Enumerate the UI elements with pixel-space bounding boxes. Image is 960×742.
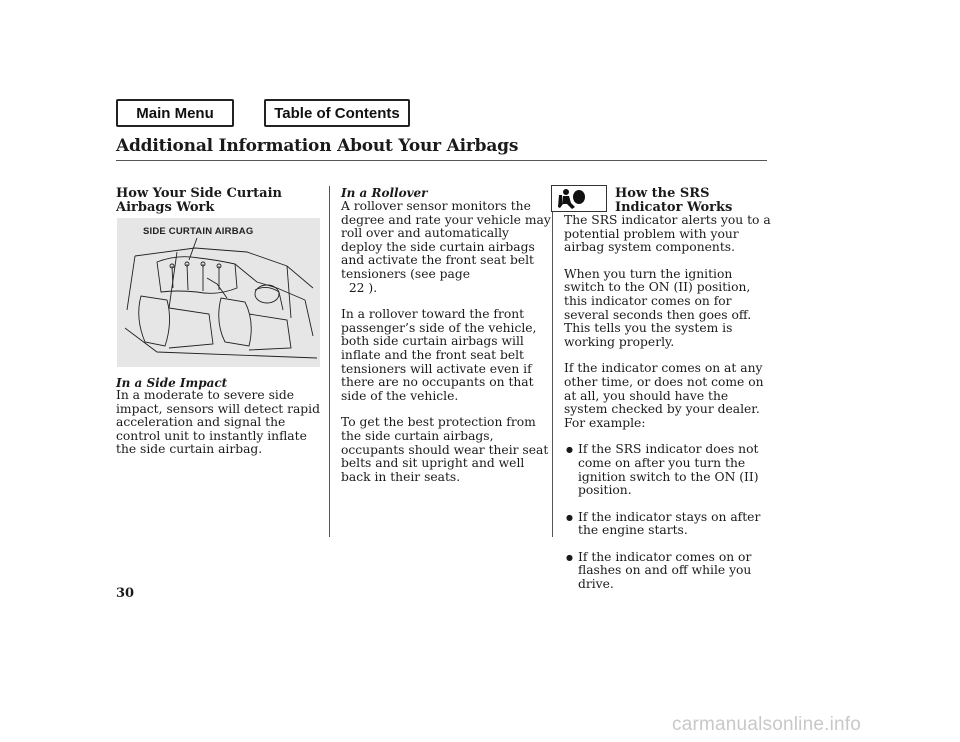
list-item: ● If the SRS indicator does not come on after you turn the ignition switch to the ON (II) position. [564, 443, 774, 497]
srs-indicator-text [564, 214, 774, 592]
srs-paragraph-2: When you turn the ignition switch to the ON (II) position, this indicator comes on for several seconds then goes off. This tells you the system is working properly. [564, 266, 752, 349]
page-reference-link[interactable]: 22 [348, 280, 365, 295]
illustration-label: SIDE CURTAIN AIRBAG [143, 226, 254, 237]
rollover-paragraph-1 [341, 200, 551, 295]
table-of-contents-button[interactable]: Table of Contents [264, 99, 410, 127]
side-impact-subheading: In a Side Impact [116, 376, 228, 390]
rollover-text [341, 200, 551, 484]
watermark: carmanualsonline.info [672, 714, 862, 735]
list-item: ● If the indicator comes on or flashes on and off while you drive. [564, 551, 774, 592]
column-divider-1 [329, 186, 330, 537]
car-interior-drawing [117, 218, 320, 367]
page-number: 30 [116, 586, 135, 601]
side-impact-text: In a moderate to severe side impact, sensors will detect rapid acceleration and signal the control unit to instantly inflate the side curtain airbag. [116, 388, 320, 457]
srs-example-list [564, 443, 774, 591]
srs-airbag-indicator-icon [551, 185, 607, 212]
srs-indicator-heading: How the SRS Indicator Works [615, 186, 733, 215]
rollover-paragraph-3: To get the best protection from the side curtain airbags, occupants should wear their seat belts and sit upright and well back in their seats. [341, 415, 549, 484]
column-divider-2 [552, 212, 553, 537]
srs-paragraph-1: The SRS indicator alerts you to a potential problem with your airbag system components. [564, 213, 771, 255]
rollover-paragraph-2: In a rollover toward the front passenger’s side of the vehicle, both side curtain airbags will inflate and the front seat belt tensioners will activate even if there are no occupants on that side of the vehicle. [341, 307, 537, 403]
rollover-p1-text: A rollover sensor monitors the degree and rate your vehicle may roll over and automatically deploy the side curtain airbags and activate the front seat belt tensioners (see page [341, 199, 551, 281]
list-item: ● If the indicator stays on after the engine starts. [564, 511, 774, 538]
side-curtain-heading: How Your Side Curtain Airbags Work [116, 186, 282, 215]
rollover-p1-end: ). [368, 280, 378, 295]
side-curtain-airbag-illustration [117, 218, 320, 367]
main-menu-button[interactable]: Main Menu [116, 99, 234, 127]
srs-paragraph-3: If the indicator comes on at any other time, or does not come on at all, you should have the system checked by your dealer. For example: [564, 361, 764, 430]
title-divider [116, 160, 767, 161]
page-title: Additional Information About Your Airbags [116, 136, 519, 156]
rollover-subheading: In a Rollover [341, 186, 428, 200]
